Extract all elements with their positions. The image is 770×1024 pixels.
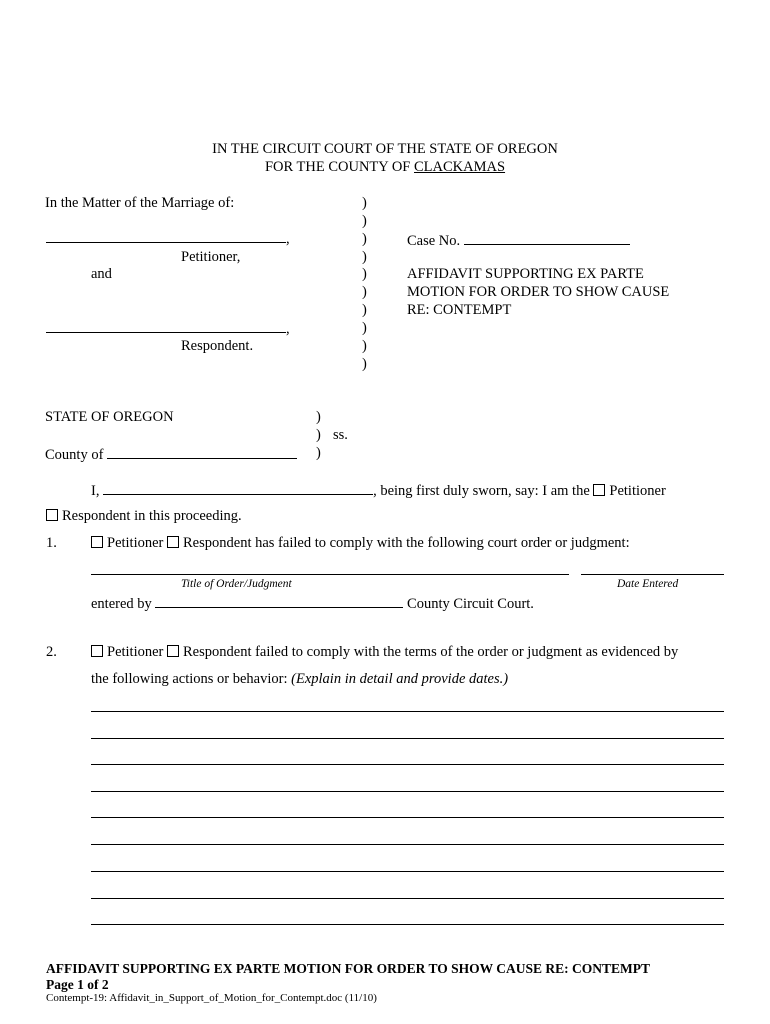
item1-petitioner-checkbox[interactable] — [91, 536, 103, 548]
entered-by-line — [91, 595, 534, 612]
venue-county-line[interactable] — [107, 446, 297, 459]
paren: ) — [362, 356, 367, 372]
explanation-line[interactable] — [91, 738, 724, 739]
case-number-field — [407, 232, 630, 249]
item2-text — [91, 645, 678, 660]
oath-petitioner: Petitioner — [609, 483, 666, 499]
item2-body: Respondent failed to comply with the terms of the order or judgment as evidenced by — [183, 644, 679, 660]
oath-i: I, — [91, 483, 100, 499]
item1-body: Respondent has failed to comply with the following court order or judgment: — [183, 535, 630, 551]
oath-line2 — [46, 509, 242, 524]
petitioner-comma: , — [286, 231, 290, 247]
venue-state: STATE OF OREGON — [45, 409, 174, 425]
petitioner-checkbox[interactable] — [593, 484, 605, 496]
explanation-line[interactable] — [91, 791, 724, 792]
paren: ) — [362, 249, 367, 265]
explanation-line[interactable] — [91, 898, 724, 899]
item1-text — [91, 536, 630, 551]
entered-by-county-line[interactable] — [155, 595, 403, 608]
respondent-comma: , — [286, 321, 290, 337]
date-entered-line[interactable] — [581, 574, 724, 575]
matter-label: In the Matter of the Marriage of: — [45, 195, 235, 211]
paren: ) — [316, 445, 321, 461]
explanation-line[interactable] — [91, 817, 724, 818]
item2-petitioner: Petitioner — [107, 644, 164, 660]
item1-respondent-checkbox[interactable] — [167, 536, 179, 548]
paren: ) — [362, 338, 367, 354]
document-title-line1: AFFIDAVIT SUPPORTING EX PARTE — [407, 266, 644, 282]
case-number-label: Case No. — [407, 233, 461, 249]
county-prefix: FOR THE COUNTY OF — [264, 159, 414, 175]
explanation-line[interactable] — [91, 764, 724, 765]
explanation-line[interactable] — [91, 924, 724, 925]
and-label: and — [91, 266, 112, 282]
court-name: IN THE CIRCUIT COURT OF THE STATE OF OREGON — [212, 141, 558, 157]
paren: ) — [362, 284, 367, 300]
explanation-line[interactable] — [91, 711, 724, 712]
footer-page: Page 1 of 2 — [46, 977, 109, 992]
venue-ss: ss. — [333, 427, 348, 443]
item2-petitioner-checkbox[interactable] — [91, 645, 103, 657]
venue-county — [45, 446, 297, 463]
petitioner-label: Petitioner, — [181, 249, 241, 265]
venue-county-label: County of — [45, 447, 104, 463]
item1-petitioner: Petitioner — [107, 535, 164, 551]
paren: ) — [362, 213, 367, 229]
oath-respondent: Respondent in this proceeding. — [62, 508, 242, 524]
paren: ) — [316, 409, 321, 425]
item2-respondent-checkbox[interactable] — [167, 645, 179, 657]
explanation-line[interactable] — [91, 844, 724, 845]
paren: ) — [362, 320, 367, 336]
paren: ) — [362, 266, 367, 282]
petitioner-name-line[interactable] — [46, 242, 286, 243]
affiant-name-line[interactable] — [103, 482, 373, 495]
respondent-label: Respondent. — [181, 338, 254, 354]
oath-text: , being first duly sworn, say: I am the — [373, 483, 590, 499]
document-title-line3: RE: CONTEMPT — [407, 302, 512, 318]
date-entered-caption: Date Entered — [617, 578, 679, 590]
item2-text2-line — [91, 672, 508, 687]
entered-by-label: entered by — [91, 596, 152, 612]
document-title-line2: MOTION FOR ORDER TO SHOW CAUSE — [407, 284, 670, 300]
order-title-line[interactable] — [91, 574, 569, 575]
case-number-line[interactable] — [464, 232, 630, 245]
circuit-court-label: County Circuit Court. — [407, 596, 534, 612]
oath-line — [91, 482, 666, 499]
respondent-checkbox[interactable] — [46, 509, 58, 521]
explanation-line[interactable] — [91, 871, 724, 872]
respondent-name-line[interactable] — [46, 332, 286, 333]
county-line — [0, 160, 770, 175]
footer-title: AFFIDAVIT SUPPORTING EX PARTE MOTION FOR ORDER TO SHOW CAUSE RE: CONTEMPT — [46, 961, 650, 976]
order-title-caption: Title of Order/Judgment — [181, 578, 292, 590]
item2-text2: the following actions or behavior: — [91, 671, 288, 687]
paren: ) — [362, 231, 367, 247]
item1-number: 1. — [46, 535, 57, 551]
item2-instruction: (Explain in detail and provide dates.) — [291, 671, 509, 687]
paren: ) — [316, 427, 321, 443]
paren: ) — [362, 195, 367, 211]
county-name: CLACKAMAS — [414, 159, 506, 175]
paren: ) — [362, 302, 367, 318]
item2-number: 2. — [46, 644, 57, 660]
footer-file: Contempt-19: Affidavit_in_Support_of_Motion_for_Contempt.doc (11/10) — [46, 992, 377, 1004]
